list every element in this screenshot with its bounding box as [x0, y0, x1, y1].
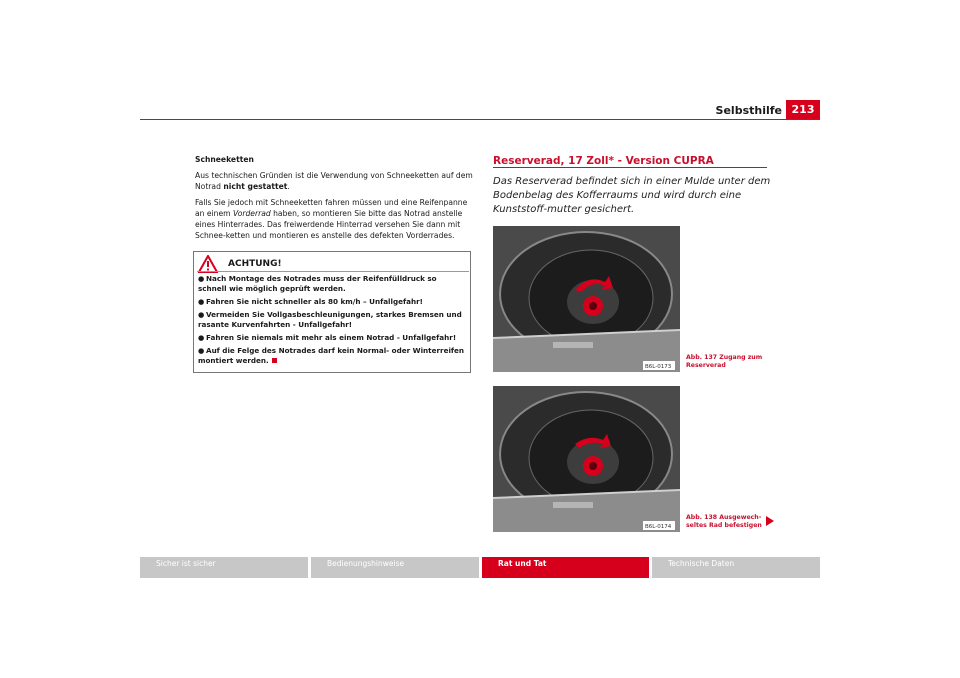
end-marker-icon	[272, 358, 277, 363]
header-divider	[140, 119, 820, 120]
section-title: Reserverad, 17 Zoll* - Version CUPRA	[493, 155, 714, 167]
snow-chains-heading: Schneeketten	[195, 155, 254, 164]
warning-item: ● Vermeiden Sie Vollgasbeschleunigungen, starkes Bremsen und rasante Kurvenfahrten - Unfallgefahr!	[198, 310, 462, 329]
figure-137-caption: Abb. 137 Zugang zum Reserverad	[686, 354, 763, 369]
snow-chains-paragraph-1: Aus technischen Gründen ist die Verwendung von Schneeketten auf dem Notrad nicht gestattet.	[195, 171, 473, 191]
section-intro: Das Reserverad befindet sich in einer Mulde unter dem Bodenbelag des Kofferraums und wird durch eine Kunststoff-mutter gesichert.	[493, 176, 771, 215]
page-number: 213	[786, 100, 820, 120]
warning-item: ● Auf die Felge des Notrades darf kein Normal- oder Winterreifen montiert werden.	[198, 346, 465, 365]
warning-item: ● Fahren Sie nicht schneller als 80 km/h – Unfallgefahr!	[198, 297, 423, 306]
snow-chains-paragraph-2: Falls Sie jedoch mit Schneeketten fahren müssen und eine Reifenpanne an einem Vorderrad haben, so montieren Sie bitte das Notrad anstelle eines Hinterrades. Das freiwerdende Hinterrad versehen Sie dann mit Schnee-ketten und montieren es anstelle des defekten Vorderrades.	[195, 198, 468, 240]
next-page-arrow-icon[interactable]	[766, 516, 774, 526]
running-header-title: Selbsthilfe	[715, 104, 782, 117]
figure-138-caption: Abb. 138 Ausgewech- seltes Rad befestigen	[686, 514, 762, 529]
warning-item: ● Nach Montage des Notrades muss der Reifenfülldruck so schnell wie möglich geprüft werden.	[198, 274, 437, 293]
figure-137-image	[493, 226, 680, 372]
footer-tab-sicher-ist-sicher[interactable]: Sicher ist sicher	[140, 557, 308, 578]
warning-list	[198, 274, 466, 369]
figure-138-code: B6L-0174	[645, 524, 672, 530]
footer-tab-bedienungshinweise[interactable]: Bedienungshinweise	[311, 557, 479, 578]
section-divider	[493, 167, 767, 168]
footer-tab-technische-daten[interactable]: Technische Daten	[652, 557, 820, 578]
figure-138-image	[493, 386, 680, 532]
warning-title: ACHTUNG!	[228, 259, 282, 269]
warning-item: ● Fahren Sie niemals mit mehr als einem Notrad - Unfallgefahr!	[198, 333, 457, 342]
figure-137-code: B6L-0173	[645, 364, 672, 370]
footer-tab-rat-und-tat[interactable]: Rat und Tat	[482, 557, 649, 578]
snow-chains-section	[195, 154, 475, 246]
warning-divider	[197, 271, 469, 272]
